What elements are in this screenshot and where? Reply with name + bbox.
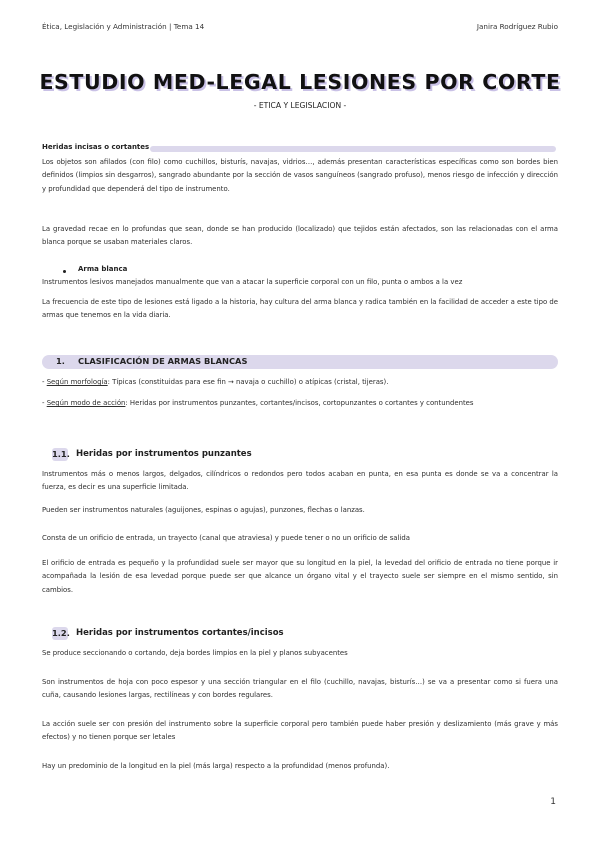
- intro-paragraph-1: Los objetos son afilados (con filo) como cuchillos, bisturís, navajas, vidrios…, además presentan características específicas como son bordes bien definidos (limpios sin desgarros), sangrado abundante por la sección de vasos sanguíneos (sangrado profuso), menos riesgo de infección y dirección y profundidad que dependerá del tipo de instrumento.: [42, 158, 558, 193]
- morphology-text: : Típicas (constituidas para ese fin → navaja o cuchillo) o atípicas (cristal, tijeras).: [107, 378, 389, 386]
- punzantes-paragraph-3: Consta de un orificio de entrada, un trayecto (canal que atraviesa) y puede tener o no un orificio de salida: [42, 534, 410, 542]
- section-1-title: CLASIFICACIÓN DE ARMAS BLANCAS: [78, 356, 248, 366]
- page-title: ESTUDIO MED-LEGAL LESIONES POR CORTE: [39, 70, 561, 94]
- intro-paragraph-2: La gravedad recae en lo profundas que sean, donde se han producido (localizado) que tejidos están afectados, son las relacionadas con el arma blanca porque se usaban materiales claros.: [42, 225, 558, 247]
- action-mode-text: : Heridas por instrumentos punzantes, cortantes/incisos, cortopunzantes o cortantes y contundentes: [125, 399, 474, 407]
- intro-paragraph-3: Instrumentos lesivos manejados manualmente que van a atacar la superficie corporal con un filo, punta o ambos a la vez: [42, 278, 463, 286]
- section-1-2-title: Heridas por instrumentos cortantes/incisos: [76, 628, 284, 638]
- heading-highlight-bar: [150, 146, 556, 152]
- header-right: Janira Rodríguez Rubio: [476, 22, 558, 31]
- section-1-number: 1.: [56, 356, 65, 366]
- morphology-prefix: -: [42, 378, 47, 386]
- bullet-arma-blanca: Arma blanca: [78, 265, 128, 273]
- cortantes-paragraph-4: Hay un predominio de la longitud en la piel (más larga) respecto a la profundidad (menos profunda).: [42, 762, 390, 770]
- cortantes-paragraph-2: Son instrumentos de hoja con poco espesor y una sección triangular en el filo (cuchillo, navajas, bisturís…) se va a presentar como si fuera una cuña, causando lesiones largas, rectilíneas y con bordes regulares.: [42, 678, 558, 700]
- punzantes-paragraph-4: El orificio de entrada es pequeño y la profundidad suele ser mayor que su longitud en la piel, la levedad del orificio de entrada no tiene porque ir acompañada la lesión de esa levedad porque puede ser que alcance un órgano vital y el trayecto suele ser siempre en el mismo sentido, sin cambios.: [42, 559, 558, 594]
- punzantes-paragraph-1: Instrumentos más o menos largos, delgados, cilíndricos o redondos pero todos acaban en punta, en esa punta es donde se va a concentrar la fuerza, es decir es una superficie limitada.: [42, 470, 558, 492]
- section-1-1-title: Heridas por instrumentos punzantes: [76, 449, 252, 459]
- intro-paragraph-4: La frecuencia de este tipo de lesiones está ligado a la historia, hay cultura del arma blanca y radica también en la facilidad de acceder a este tipo de armas que tenemos en la vida diaria.: [42, 298, 558, 320]
- intro-heading: Heridas incisas o cortantes: [42, 143, 150, 151]
- classification-morphology: [42, 376, 558, 389]
- cortantes-paragraph-1: Se produce seccionando o cortando, deja bordes limpios en la piel y planos subyacentes: [42, 649, 348, 657]
- page-number: 1: [550, 797, 556, 807]
- action-mode-prefix: -: [42, 399, 47, 407]
- classification-action-mode: [42, 397, 558, 410]
- action-mode-label: Según modo de acción: [46, 399, 126, 407]
- section-1-1-number: 1.1.: [52, 449, 70, 459]
- punzantes-paragraph-2: Pueden ser instrumentos naturales (aguijones, espinas o agujas), punzones, flechas o lanzas.: [42, 506, 365, 514]
- section-1-2-number: 1.2.: [52, 628, 70, 638]
- morphology-label: Según morfología: [46, 378, 108, 386]
- page-subtitle: - ETICA Y LEGISLACION -: [253, 101, 347, 110]
- header-left: Ética, Legislación y Administración | Tema 14: [42, 22, 205, 31]
- cortantes-paragraph-3: La acción suele ser con presión del instrumento sobre la superficie corporal pero también puede haber presión y deslizamiento (más grave y más efectos) y no tienen porque ser letales: [42, 720, 558, 742]
- bullet-dot: [63, 270, 66, 273]
